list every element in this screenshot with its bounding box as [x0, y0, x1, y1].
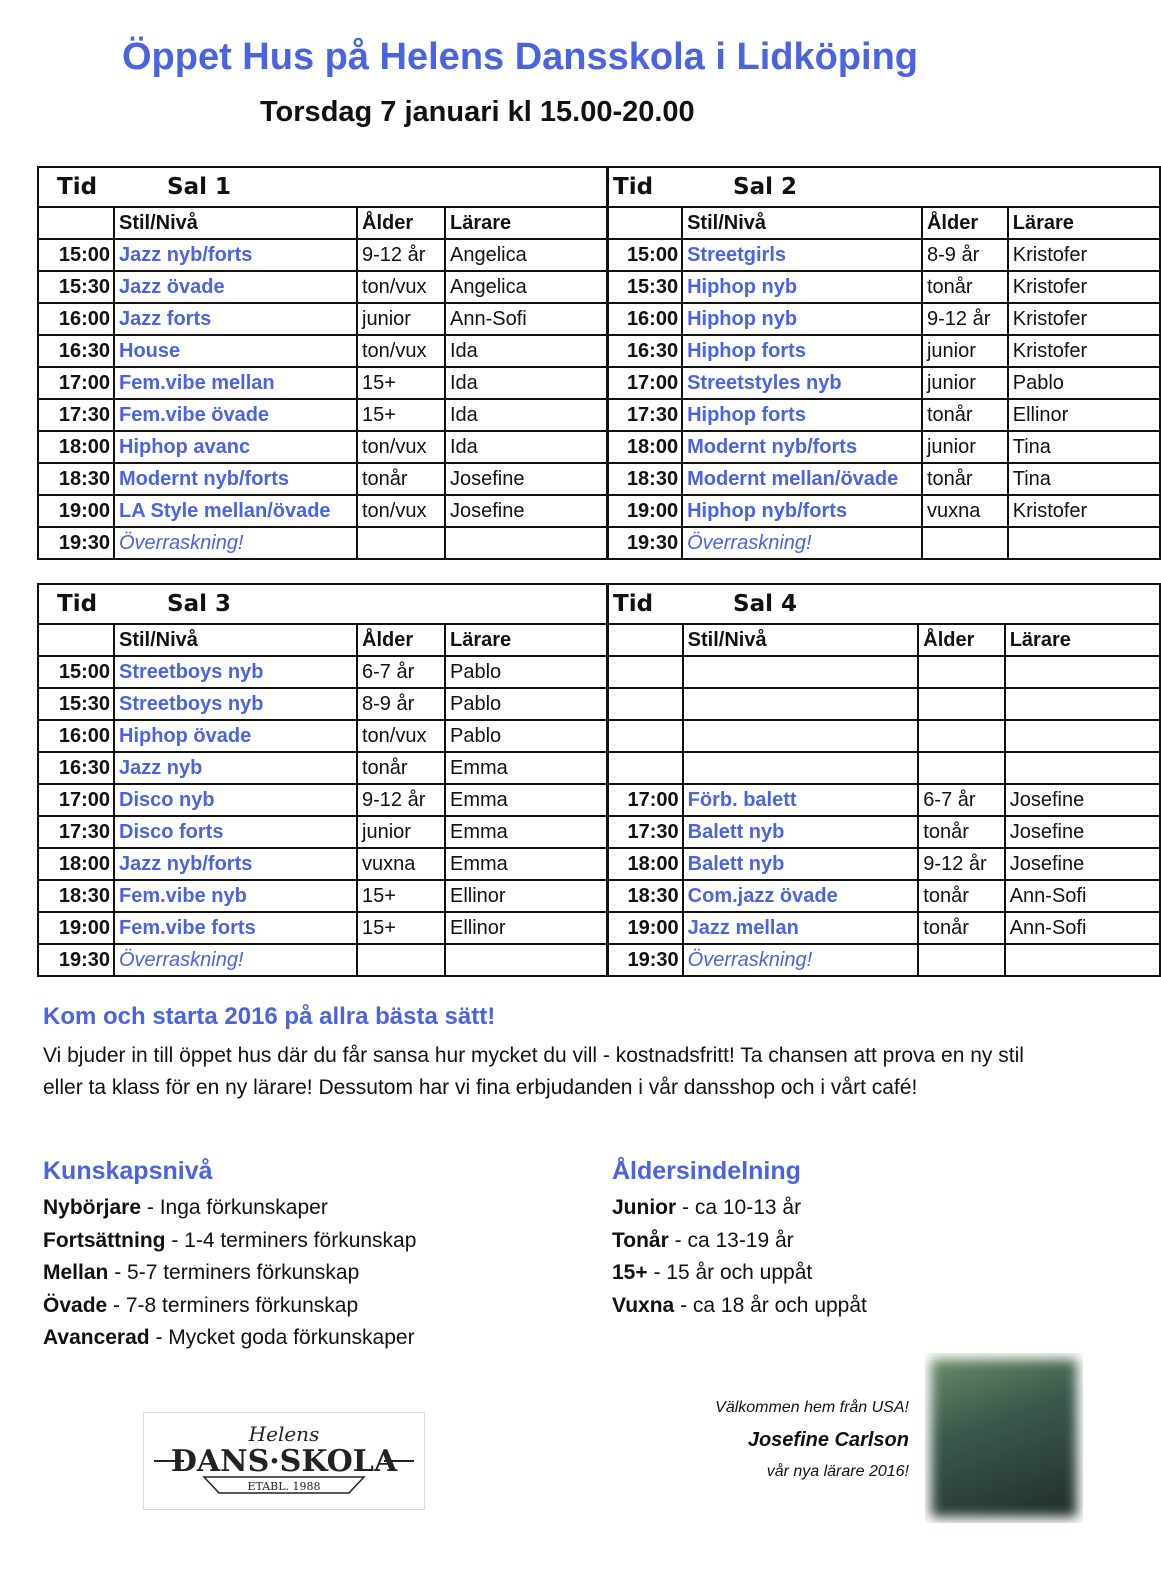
age-cell — [357, 944, 445, 976]
style-cell: Balett nyb — [683, 848, 919, 880]
caption-line3: vår nya lärare 2016! — [766, 1463, 909, 1480]
age-cell: junior — [357, 303, 445, 335]
term: Mellan — [43, 1261, 109, 1284]
age-cell: 9-12 år — [357, 784, 445, 816]
style-cell: Hiphop avanc — [114, 431, 357, 463]
table-row — [38, 720, 607, 752]
time-cell — [608, 720, 683, 752]
table-row — [38, 495, 607, 527]
table-row — [38, 239, 607, 271]
teacher-cell — [1005, 720, 1160, 752]
levels-item — [43, 1192, 416, 1225]
page-title: Öppet Hus på Helens Dansskola i Lidköping — [121, 36, 919, 78]
table-row — [608, 752, 1160, 784]
desc: - 5-7 terminers förkunskap — [108, 1261, 360, 1284]
teacher-cell: Emma — [445, 784, 607, 816]
table-row — [38, 848, 607, 880]
time-cell: 17:30 — [38, 816, 114, 848]
term: Övade — [43, 1293, 108, 1317]
teacher-cell: Ann-Sofi — [1005, 912, 1160, 944]
teacher-cell: Tina — [1008, 431, 1160, 463]
style-cell: Hiphop nyb — [682, 271, 922, 303]
table-row — [38, 688, 607, 720]
table-row — [608, 239, 1160, 271]
age-cell: 15+ — [357, 912, 445, 944]
age-cell — [918, 656, 1004, 688]
style-cell: House — [114, 335, 357, 367]
table-row — [608, 303, 1160, 335]
teacher-cell: Pablo — [1008, 367, 1160, 399]
table-row — [608, 399, 1160, 431]
term: Nybörjare — [43, 1196, 142, 1219]
style-cell: Disco nyb — [114, 784, 357, 816]
blank-header — [38, 624, 114, 656]
desc: - Inga förkunskaper — [141, 1196, 328, 1219]
teacher-cell — [1005, 944, 1160, 976]
time-cell: 18:30 — [608, 880, 683, 912]
time-cell: 17:00 — [608, 367, 682, 399]
age-cell: junior — [922, 367, 1008, 399]
age-cell — [918, 720, 1004, 752]
table-row — [38, 335, 607, 367]
time-cell: 19:30 — [38, 527, 114, 559]
time-cell: 16:00 — [38, 303, 114, 335]
table-row — [608, 527, 1160, 559]
levels-list — [43, 1192, 416, 1355]
style-cell: Förb. balett — [683, 784, 919, 816]
style-cell: Hiphop nyb/forts — [682, 495, 922, 527]
levels-item — [43, 1225, 416, 1258]
time-cell: 15:00 — [38, 656, 114, 688]
style-cell: Fem.vibe nyb — [114, 880, 357, 912]
dansskola-logo — [143, 1412, 425, 1510]
blank-header — [608, 624, 683, 656]
logo-estab: ETABL. 1988 — [247, 1480, 321, 1493]
table-row — [608, 463, 1160, 495]
term: Junior — [612, 1196, 677, 1219]
term: Avancerad — [43, 1326, 150, 1349]
time-cell: 19:30 — [608, 944, 683, 976]
promo-text: Vi bjuder in till öppet hus där du får sansa hur mycket du vill - kostnadsfritt! Ta chansen att prova en ny stil eller ta klass för en ny lärare! Dessutom har vi fina erbjudanden i vår dansshop och i vårt café! — [43, 1044, 1024, 1099]
time-cell: 16:30 — [608, 335, 682, 367]
age-cell: ton/vux — [357, 720, 445, 752]
table-row — [38, 880, 607, 912]
teacher-cell: Ellinor — [445, 880, 607, 912]
hall-header — [608, 167, 1160, 207]
logo-main: DANS·SKOLA — [170, 1444, 398, 1479]
age-cell: tonår — [357, 752, 445, 784]
teacher-cell: Josefine — [1005, 816, 1160, 848]
style-cell: Streetboys nyb — [114, 688, 357, 720]
ages-item — [612, 1225, 867, 1258]
time-cell: 17:30 — [608, 816, 683, 848]
blank-header — [38, 207, 114, 239]
style-header: Stil/Nivå — [114, 624, 357, 656]
time-cell: 18:30 — [608, 463, 682, 495]
style-header: Stil/Nivå — [682, 207, 922, 239]
teacher-photo — [925, 1353, 1083, 1523]
age-cell: tonår — [918, 816, 1004, 848]
teacher-cell: Kristofer — [1008, 495, 1160, 527]
style-cell: Fem.vibe forts — [114, 912, 357, 944]
time-cell: 18:30 — [38, 880, 114, 912]
style-cell: Fem.vibe mellan — [114, 367, 357, 399]
schedule-table-2 — [607, 166, 1161, 560]
time-cell: 18:00 — [38, 431, 114, 463]
table-row — [608, 656, 1160, 688]
age-header: Ålder — [357, 624, 445, 656]
hall-header — [38, 167, 607, 207]
style-cell: Balett nyb — [683, 816, 919, 848]
time-cell — [608, 656, 683, 688]
schedule-table-1 — [37, 166, 608, 560]
term: Fortsättning — [43, 1228, 166, 1252]
teacher-cell: Josefine — [445, 463, 607, 495]
teacher-cell: Tina — [1008, 463, 1160, 495]
table-row — [38, 784, 607, 816]
age-cell: tonår — [922, 463, 1008, 495]
time-cell: 18:00 — [608, 431, 682, 463]
time-cell: 15:00 — [608, 239, 682, 271]
style-cell — [683, 688, 919, 720]
teacher-header: Lärare — [1008, 207, 1160, 239]
ages-item — [612, 1192, 867, 1225]
time-cell: 17:30 — [38, 399, 114, 431]
term: Tonår — [612, 1228, 669, 1252]
blank-header — [608, 207, 682, 239]
promo-heading: Kom och starta 2016 på allra bästa sätt! — [43, 1003, 496, 1030]
time-cell: 15:30 — [38, 688, 114, 720]
desc: - ca 18 år och uppåt — [674, 1293, 867, 1317]
style-cell: Streetstyles nyb — [682, 367, 922, 399]
time-cell: 17:00 — [608, 784, 683, 816]
teacher-cell: Kristofer — [1008, 335, 1160, 367]
style-cell: Fem.vibe övade — [114, 399, 357, 431]
table-row — [38, 271, 607, 303]
hall-header — [38, 584, 607, 624]
table-row — [38, 431, 607, 463]
table-row — [608, 720, 1160, 752]
ages-item — [612, 1257, 867, 1290]
levels-item — [43, 1257, 416, 1290]
age-cell: 9-12 år — [922, 303, 1008, 335]
teacher-cell: Emma — [445, 848, 607, 880]
desc: - 15 år och uppåt — [647, 1261, 813, 1284]
time-cell: 16:00 — [38, 720, 114, 752]
teacher-cell — [1005, 656, 1160, 688]
teacher-header: Lärare — [445, 207, 607, 239]
style-cell: Överraskning! — [683, 944, 919, 976]
teacher-cell: Ann-Sofi — [1005, 880, 1160, 912]
table-row — [608, 816, 1160, 848]
table-row — [38, 527, 607, 559]
levels-item — [43, 1290, 416, 1323]
hall-name: Sal 1 — [167, 174, 231, 200]
table-row — [38, 463, 607, 495]
age-cell — [922, 527, 1008, 559]
teacher-cell: Ida — [445, 399, 607, 431]
age-header: Ålder — [357, 207, 445, 239]
desc: - 1-4 terminers förkunskap — [165, 1228, 417, 1252]
age-cell: junior — [922, 431, 1008, 463]
table-row — [608, 688, 1160, 720]
style-cell: Streetboys nyb — [114, 656, 357, 688]
table-row — [608, 912, 1160, 944]
style-cell: Jazz nyb/forts — [114, 848, 357, 880]
hall-name: Sal 2 — [733, 174, 797, 200]
age-cell: 15+ — [357, 367, 445, 399]
table-row — [38, 816, 607, 848]
age-cell — [918, 688, 1004, 720]
term: 15+ — [612, 1261, 648, 1284]
style-cell: LA Style mellan/övade — [114, 495, 357, 527]
table-row — [608, 367, 1160, 399]
age-cell: 9-12 år — [357, 239, 445, 271]
ages-heading: Åldersindelning — [612, 1157, 801, 1185]
age-cell: junior — [922, 335, 1008, 367]
time-cell — [608, 752, 683, 784]
style-cell: Modernt nyb/forts — [682, 431, 922, 463]
table-row — [608, 431, 1160, 463]
style-cell: Com.jazz övade — [683, 880, 919, 912]
logo-script: Helens — [248, 1422, 320, 1446]
teacher-cell: Emma — [445, 816, 607, 848]
time-cell: 19:30 — [608, 527, 682, 559]
desc: - 7-8 terminers förkunskap — [107, 1293, 359, 1317]
time-cell: 16:30 — [38, 752, 114, 784]
teacher-cell — [1008, 527, 1160, 559]
style-cell: Jazz nyb/forts — [114, 239, 357, 271]
table-row — [608, 848, 1160, 880]
teacher-cell: Ellinor — [445, 912, 607, 944]
time-cell: 18:00 — [38, 848, 114, 880]
teacher-cell — [1005, 688, 1160, 720]
teacher-header: Lärare — [445, 624, 607, 656]
style-cell — [683, 656, 919, 688]
table-row — [38, 399, 607, 431]
age-cell: 15+ — [357, 880, 445, 912]
time-cell: 18:30 — [38, 463, 114, 495]
style-header: Stil/Nivå — [114, 207, 357, 239]
table-row — [38, 367, 607, 399]
style-cell — [683, 720, 919, 752]
age-cell: 8-9 år — [357, 688, 445, 720]
style-cell: Jazz nyb — [114, 752, 357, 784]
age-cell: 9-12 år — [918, 848, 1004, 880]
teacher-cell — [1005, 752, 1160, 784]
teacher-cell: Pablo — [445, 720, 607, 752]
schedule-table-4 — [607, 583, 1161, 977]
style-cell: Modernt nyb/forts — [114, 463, 357, 495]
teacher-cell: Ida — [445, 367, 607, 399]
hall-header — [608, 584, 1160, 624]
style-cell: Överraskning! — [114, 527, 357, 559]
style-header: Stil/Nivå — [683, 624, 919, 656]
levels-item — [43, 1322, 416, 1355]
style-cell: Hiphop forts — [682, 335, 922, 367]
term: Vuxna — [612, 1293, 675, 1317]
teacher-cell: Angelica — [445, 271, 607, 303]
teacher-cell: Josefine — [1005, 848, 1160, 880]
age-cell: ton/vux — [357, 335, 445, 367]
time-cell: 15:30 — [38, 271, 114, 303]
caption-name: Josefine Carlson — [747, 1429, 909, 1451]
ages-item — [612, 1290, 867, 1323]
time-cell: 17:00 — [38, 367, 114, 399]
age-cell: tonår — [918, 880, 1004, 912]
style-cell: Modernt mellan/övade — [682, 463, 922, 495]
teacher-cell: Emma — [445, 752, 607, 784]
table-row — [38, 912, 607, 944]
time-cell: 15:00 — [38, 239, 114, 271]
desc: - ca 13-19 år — [668, 1228, 794, 1252]
age-cell: vuxna — [357, 848, 445, 880]
age-cell: 8-9 år — [922, 239, 1008, 271]
tid-header: Tid — [57, 591, 98, 617]
style-cell: Jazz övade — [114, 271, 357, 303]
teacher-cell: Angelica — [445, 239, 607, 271]
age-cell: tonår — [922, 271, 1008, 303]
table-row — [608, 495, 1160, 527]
tid-header: Tid — [613, 591, 654, 617]
table-row — [38, 752, 607, 784]
time-cell: 17:30 — [608, 399, 682, 431]
table-row — [38, 303, 607, 335]
time-cell: 19:00 — [608, 912, 683, 944]
age-cell: 6-7 år — [357, 656, 445, 688]
table-row — [608, 784, 1160, 816]
style-cell: Jazz mellan — [683, 912, 919, 944]
teacher-cell — [445, 527, 607, 559]
age-cell — [918, 944, 1004, 976]
age-cell: 6-7 år — [918, 784, 1004, 816]
table-row — [608, 335, 1160, 367]
tid-header: Tid — [613, 174, 654, 200]
style-cell: Hiphop nyb — [682, 303, 922, 335]
levels-heading: Kunskapsnivå — [43, 1157, 213, 1185]
teacher-cell — [445, 944, 607, 976]
time-cell: 15:30 — [608, 271, 682, 303]
age-header: Ålder — [922, 207, 1008, 239]
teacher-cell: Josefine — [1005, 784, 1160, 816]
time-cell — [608, 688, 683, 720]
age-header: Ålder — [918, 624, 1004, 656]
caption-line1: Välkommen hem från USA! — [715, 1399, 909, 1416]
teacher-cell: Pablo — [445, 656, 607, 688]
style-cell: Hiphop övade — [114, 720, 357, 752]
teacher-cell: Josefine — [445, 495, 607, 527]
teacher-cell: Kristofer — [1008, 271, 1160, 303]
teacher-cell: Pablo — [445, 688, 607, 720]
page-subtitle: Torsdag 7 januari kl 15.00-20.00 — [260, 96, 695, 128]
age-cell: ton/vux — [357, 431, 445, 463]
hall-name: Sal 4 — [733, 591, 797, 617]
age-cell: ton/vux — [357, 271, 445, 303]
teacher-cell: Ann-Sofi — [445, 303, 607, 335]
style-cell: Streetgirls — [682, 239, 922, 271]
style-cell: Överraskning! — [682, 527, 922, 559]
teacher-cell: Ida — [445, 335, 607, 367]
style-cell — [683, 752, 919, 784]
time-cell: 18:00 — [608, 848, 683, 880]
age-cell: ton/vux — [357, 495, 445, 527]
teacher-cell: Ellinor — [1008, 399, 1160, 431]
style-cell: Hiphop forts — [682, 399, 922, 431]
table-row — [38, 944, 607, 976]
style-cell: Överraskning! — [114, 944, 357, 976]
age-cell: tonår — [918, 912, 1004, 944]
time-cell: 19:00 — [38, 912, 114, 944]
teacher-cell: Kristofer — [1008, 239, 1160, 271]
table-row — [608, 880, 1160, 912]
teacher-header: Lärare — [1005, 624, 1160, 656]
age-cell — [918, 752, 1004, 784]
time-cell: 19:30 — [38, 944, 114, 976]
desc: - ca 10-13 år — [676, 1196, 802, 1219]
style-cell: Jazz forts — [114, 303, 357, 335]
age-cell: tonår — [922, 399, 1008, 431]
schedule-table-3 — [37, 583, 608, 977]
style-cell: Disco forts — [114, 816, 357, 848]
age-cell: tonår — [357, 463, 445, 495]
time-cell: 19:00 — [608, 495, 682, 527]
teacher-caption — [715, 1392, 909, 1488]
time-cell: 16:00 — [608, 303, 682, 335]
table-row — [38, 656, 607, 688]
time-cell: 16:30 — [38, 335, 114, 367]
desc: - Mycket goda förkunskaper — [149, 1326, 415, 1349]
age-cell: vuxna — [922, 495, 1008, 527]
table-row — [608, 944, 1160, 976]
table-row — [608, 271, 1160, 303]
age-cell: junior — [357, 816, 445, 848]
teacher-cell: Ida — [445, 431, 607, 463]
age-cell: 15+ — [357, 399, 445, 431]
teacher-cell: Kristofer — [1008, 303, 1160, 335]
tid-header: Tid — [57, 174, 98, 200]
time-cell: 17:00 — [38, 784, 114, 816]
hall-name: Sal 3 — [167, 591, 231, 617]
age-cell — [357, 527, 445, 559]
ages-list — [612, 1192, 867, 1322]
time-cell: 19:00 — [38, 495, 114, 527]
